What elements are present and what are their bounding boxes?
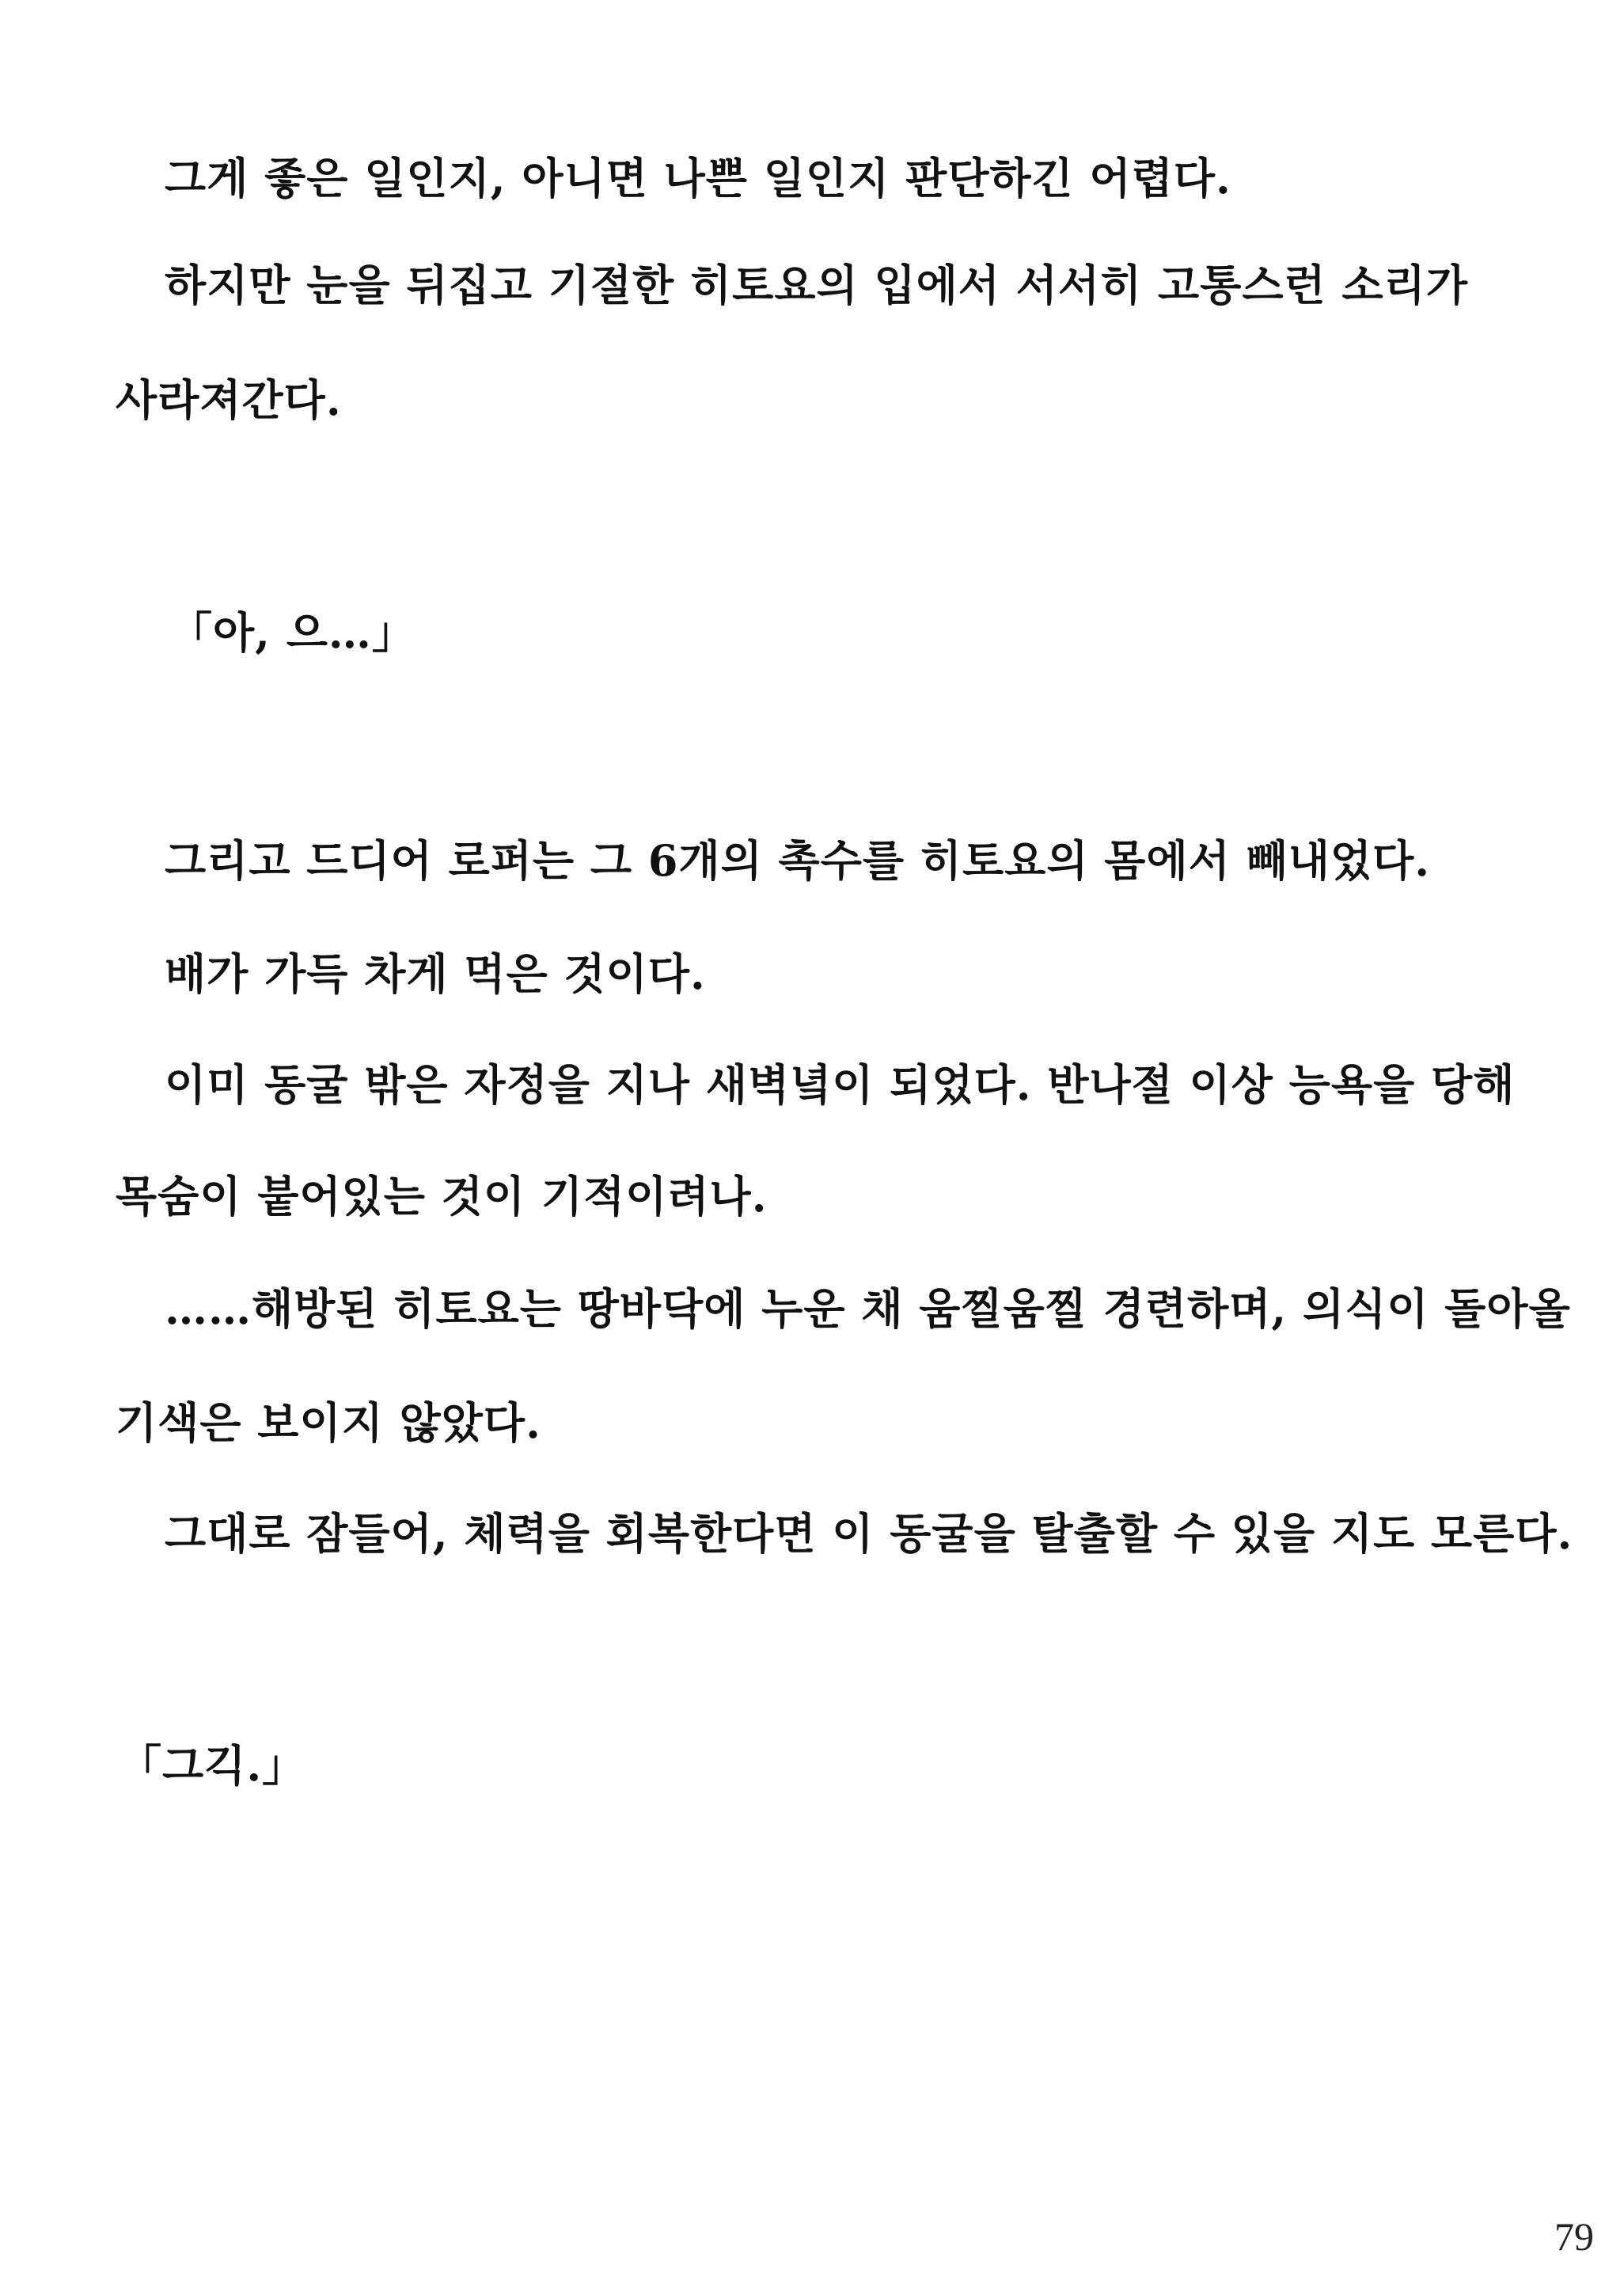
paragraph-line-3: 사라져간다. [116,374,342,425]
paragraph-line-9: 기색은 보이지 않았다. [116,1397,541,1448]
paragraph-line-8: ……해방된 히토요는 땅바닥에 누운 채 움찔움찔 경련하며, 의식이 돌아올 [165,1283,1571,1334]
dialogue-line-1: 「아, 으…」 [169,607,415,658]
paragraph-line-5: 배가 가득 차게 먹은 것이다. [165,948,706,999]
paragraph-line-10: 그대로 잠들어, 체력을 회복한다면 이 동굴을 탈출할 수 있을 지도 모른다. [165,1508,1573,1559]
paragraph-line-7: 목숨이 붙어있는 것이 기적이려나. [116,1171,768,1222]
paragraph-line-4: 그리고 드디어 로퍼는 그 6개의 촉수를 히토요의 몸에서 빼내었다. [165,835,1431,886]
dialogue-line-2: 「그긱.」 [119,1740,306,1791]
paragraph-line-2: 하지만 눈을 뒤집고 기절한 히토요의 입에서 서서히 고통스런 소리가 [165,260,1468,310]
paragraph-line-6: 이미 동굴 밖은 자정을 지나 새벽녘이 되었다. 반나절 이상 능욕을 당해 [165,1059,1516,1110]
page-number: 79 [1554,2214,1594,2259]
paragraph-line-1: 그게 좋은 일인지, 아니면 나쁜 일인지 판단하긴 어렵다. [165,153,1231,203]
